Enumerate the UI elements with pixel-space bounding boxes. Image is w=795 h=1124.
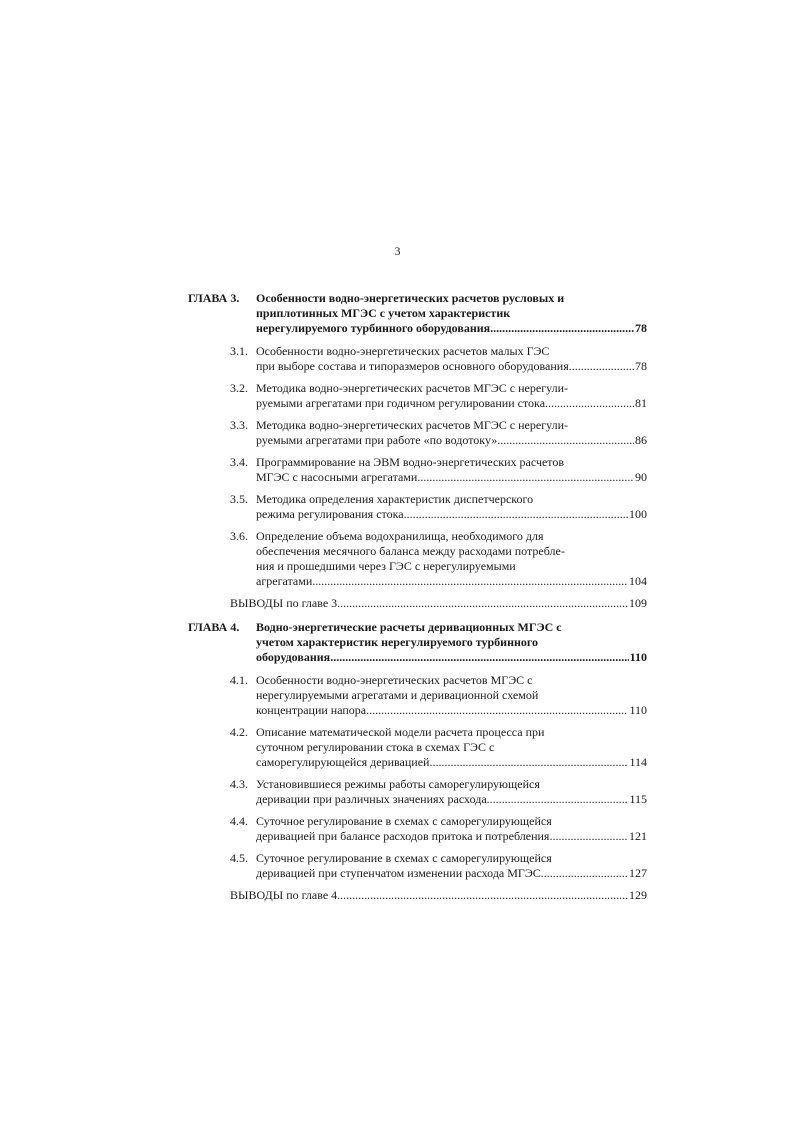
toc-page-number: 78	[635, 321, 647, 335]
toc-entry-title-line: ния и прошедшими через ГЭС с нерегулируемыми	[256, 559, 516, 573]
toc-entry-number: 3.2.	[230, 381, 248, 395]
toc-entry-number: 3.4.	[230, 455, 248, 469]
toc-page-number: 115	[629, 792, 647, 806]
toc-section[interactable]	[188, 344, 647, 374]
toc-entry-title-line: Установившиеся режимы работы саморегулирующейся	[256, 777, 540, 791]
dot-leader	[487, 792, 629, 807]
toc-entry-title-line: Водно-энергетические расчеты деривационных МГЭС с	[256, 620, 562, 634]
dot-leader	[545, 396, 634, 411]
toc-entry-title-line: режима регулирования стока	[256, 507, 404, 521]
toc-entry-title-line: руемыми агрегатами при годичном регулировании стока	[256, 396, 546, 410]
toc-page-number: 127	[629, 866, 647, 880]
toc-section[interactable]	[188, 777, 647, 807]
toc-entry-number: 4.5.	[230, 851, 248, 865]
toc-entry-title-line: Особенности водно-энергетических расчетов малых ГЭС	[256, 344, 550, 358]
toc-entry-number: 3.3.	[230, 418, 248, 432]
toc-entry-title-line: при выборе состава и типоразмеров основного оборудования	[256, 359, 569, 373]
toc-page-number: 129	[629, 888, 647, 902]
toc-entry-title-line: ВЫВОДЫ по главе 4	[230, 888, 338, 902]
toc-entry-title-line: саморегулирующейся деривацией	[256, 755, 430, 769]
toc-entry-title-line: деривацией при ступенчатом изменении расхода МГЭС	[256, 866, 541, 880]
toc-entry-title-line: руемыми агрегатами при работе «по водотоку»	[256, 433, 498, 447]
toc-section[interactable]	[188, 851, 647, 881]
toc-entry-number: ГЛАВА 3.	[188, 291, 240, 305]
toc-page-number: 110	[629, 703, 647, 717]
dot-leader	[337, 888, 628, 903]
toc-entry-title-line: ВЫВОДЫ по главе 3	[230, 596, 338, 610]
toc-section[interactable]	[188, 418, 647, 448]
toc-chapter[interactable]	[188, 620, 647, 665]
toc-page-number: 90	[635, 470, 647, 484]
dot-leader	[366, 703, 628, 718]
page-number: 3	[394, 244, 401, 258]
toc-entry-number: 3.5.	[230, 492, 248, 506]
dot-leader	[490, 321, 634, 336]
dot-leader	[417, 470, 634, 485]
toc-entry-title-line: приплотинных МГЭС с учетом характеристик	[256, 306, 511, 320]
dot-leader	[549, 829, 628, 844]
toc-page-number: 81	[635, 396, 647, 410]
toc-entry-number: 4.3.	[230, 777, 248, 791]
toc-page-number: 109	[629, 596, 647, 610]
toc-entry-title-line: Программирование на ЭВМ водно-энергетических расчетов	[256, 455, 565, 469]
toc-page-number: 114	[629, 755, 647, 769]
toc-section[interactable]	[188, 529, 647, 589]
toc-entry-title-line: обеспечения месячного баланса между расходами потребле-	[256, 544, 565, 558]
toc-entry-number: 4.1.	[230, 673, 248, 687]
toc-entry-title-line: Методика водно-энергетических расчетов МГЭС с нерегули-	[256, 381, 568, 395]
toc-entry-title-line: Особенности водно-энергетических расчетов русловых и	[256, 291, 565, 305]
toc-section[interactable]	[188, 381, 647, 411]
toc-entry-title-line: Описание математической модели расчета процесса при	[256, 725, 545, 739]
toc-entry-number: ГЛАВА 4.	[188, 620, 240, 634]
dot-leader	[569, 359, 634, 374]
toc-section[interactable]	[188, 673, 647, 718]
toc-page-number: 104	[629, 574, 647, 588]
toc-entry-title-line: деривации при различных значениях расхода	[256, 792, 487, 806]
toc-entry-title-line: учетом характеристик нерегулируемого турбинного	[256, 635, 539, 649]
toc-page-number: 110	[629, 650, 647, 664]
toc-entry-title-line: МГЭС с насосными агрегатами	[256, 470, 418, 484]
toc-entry-number: 4.2.	[230, 725, 248, 739]
dot-leader	[312, 574, 628, 589]
toc-entry-title-line: суточном регулировании стока в схемах ГЭС с	[256, 740, 495, 754]
dot-leader	[429, 755, 628, 770]
toc-conclusion[interactable]	[188, 596, 647, 611]
toc-entry-title-line: оборудования	[256, 650, 331, 664]
dot-leader	[497, 433, 634, 448]
toc-entry-title-line: деривацией при балансе расходов притока и потребления	[256, 829, 550, 843]
toc-entry-title-line: нерегулируемого турбинного оборудования	[256, 321, 491, 335]
toc-entry-number: 3.1.	[230, 344, 248, 358]
toc-page-number: 78	[635, 359, 647, 373]
toc-section[interactable]	[188, 492, 647, 522]
toc-section[interactable]	[188, 725, 647, 770]
toc-entry-number: 3.6.	[230, 529, 248, 543]
dot-leader	[541, 866, 628, 881]
dot-leader	[337, 596, 628, 611]
dot-leader	[404, 507, 628, 522]
toc-entry-title-line: Суточное регулирование в схемах с саморегулирующейся	[256, 851, 552, 865]
toc-entry-title-line: Методика определения характеристик диспетчерского	[256, 492, 534, 506]
toc-entry-title-line: Методика водно-энергетических расчетов МГЭС с нерегули-	[256, 418, 568, 432]
toc-entry-title-line: Особенности водно-энергетических расчетов МГЭС с	[256, 673, 533, 687]
toc-conclusion[interactable]	[188, 888, 647, 903]
toc-entry-title-line: агрегатами	[256, 574, 313, 588]
toc-entry-title-line: концентрации напора	[256, 703, 367, 717]
toc-entry-number: 4.4.	[230, 814, 248, 828]
toc-page-number: 86	[635, 433, 647, 447]
toc-entry-title-line: Определение объема водохранилища, необходимого для	[256, 529, 544, 543]
toc-section[interactable]	[188, 814, 647, 844]
toc-entry-title-line: нерегулируемыми агрегатами и деривационной схемой	[256, 688, 539, 702]
toc-section[interactable]	[188, 455, 647, 485]
dot-leader	[330, 650, 628, 665]
toc-page-number: 121	[629, 829, 647, 843]
toc-chapter[interactable]	[188, 291, 647, 336]
toc-page-number: 100	[629, 507, 647, 521]
table-of-contents	[188, 291, 647, 912]
toc-entry-title-line: Суточное регулирование в схемах с саморегулирующейся	[256, 814, 552, 828]
